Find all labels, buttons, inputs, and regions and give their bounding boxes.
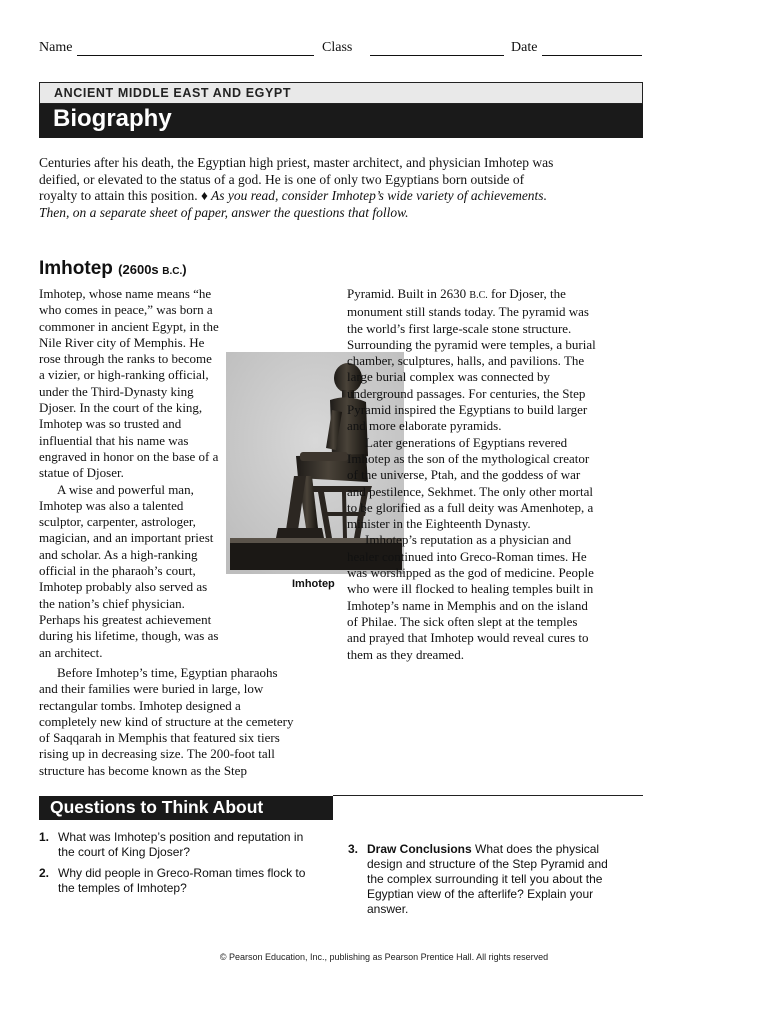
left-column-lower [39, 665, 297, 779]
question-text: What was Imhotep’s position and reputation in the court of King Djoser? [58, 830, 304, 859]
article-paragraph-1: Imhotep, whose name means “he who comes in peace,” was born a commoner in ancient Egypt, in the Nile River city of Memphis. He rose through the ranks to become a vizier, or high-ranking official, under the Third-Dynasty king Djoser. In the court of the king, Imhotep was so trusted and influential that his name was engraved in honor on the base of a statue of Djoser. [39, 286, 219, 481]
question-number: 1. [39, 830, 50, 844]
question-number: 2. [39, 866, 50, 880]
intro-text: Centuries after his death, the Egyptian high priest, master architect, and physician Imhotep was deified, or elevated to the status of a god. He is one of only two Egyptians born outside of royalty to attain this position. [39, 155, 554, 203]
questions-rule [333, 795, 643, 796]
question-body: What does the physical design and structure of the Step Pyramid and the complex surrounding it tell you about the Egyptian view of the afterlife? Explain your answer. [367, 842, 608, 916]
class-label: Class [322, 40, 353, 55]
question-item [39, 830, 309, 860]
article-paragraph-3: Before Imhotep’s time, Egyptian pharaohs and their families were buried in large, low rectangular tombs. Imhotep designed a completely new kind of structure at the cemetery of Saqqarah in Memphis that featured six tiers rising up in decreasing size. The 200-foot tall structure has become known as the Step [39, 665, 294, 778]
article-title [39, 258, 187, 280]
paragraph-4-era: B.C. [469, 290, 488, 301]
questions-heading: Questions to Think About [50, 797, 264, 817]
right-column [347, 286, 597, 663]
article-paragraph-2: A wise and powerful man, Imhotep was also a talented sculptor, carpenter, astrologer, magician, and an important priest and scholar. As a high-ranking official in the pharaoh’s court, Imhotep probably also served as the nation’s chief physician. Perhaps his greatest achievement during his lifetime, though, was as an architect. [39, 481, 219, 660]
date-line [542, 55, 642, 56]
article-name: Imhotep [39, 258, 113, 279]
intro-instruction: As you read, consider Imhotep’s wide variety of achievements. Then, on a separate sheet of paper, answer the questions that follow. [39, 188, 547, 220]
diamond-icon: ♦ [201, 188, 208, 203]
question-text: Why did people in Greco-Roman times flock to the temples of Imhotep? [58, 866, 306, 895]
name-line [77, 55, 314, 56]
section-title: ANCIENT MIDDLE EAST AND EGYPT [54, 86, 292, 100]
article-paragraph-4 [347, 286, 597, 435]
paragraph-4-rest: for Djoser, the monument still stands today. The pyramid was the world’s first large-scale stone structure. Surrounding the pyramid were temples, a burial chamber, sculptures, halls, and pavilions. The large burial complex was connected by underground passages. For centuries, the Step Pyramid inspired the Egyptians to build larger and more elaborate pyramids. [347, 286, 596, 434]
article-paragraph-6: Imhotep’s reputation as a physician and healer continued into Greco-Roman times. He was worshipped as the god of medicine. People who were ill flocked to healing temples built in Imhotep’s name in Memphis and on the island of Philae. The sick often slept at the temples and prayed that Imhotep would reveal cures to them as they dreamed. [347, 532, 594, 662]
paragraph-4-start: Pyramid. Built in 2630 [347, 286, 470, 301]
questions-heading-bar [39, 796, 333, 820]
question-text [367, 842, 624, 917]
title-banner [39, 104, 643, 138]
article-paragraph-5: Later generations of Egyptians revered Imhotep as the son of the mythological creator of the universe, Ptah, and the goddess of war and pestilence, Sekhmet. The only other mortal to be glorified as a full deity was Amenhotep, a minister in the Eighteenth Dynasty. [347, 434, 594, 532]
article-dates-suffix: ) [182, 262, 187, 277]
question-skill: Draw Conclusions [367, 842, 472, 856]
article-dates-era: B.C. [162, 266, 183, 277]
class-line [370, 55, 504, 56]
copyright-footer: © Pearson Education, Inc., publishing as Pearson Prentice Hall. All rights reserved [219, 952, 549, 962]
name-label: Name [39, 40, 73, 55]
question-item [348, 842, 624, 917]
intro-paragraph [39, 155, 559, 221]
question-number: 3. [348, 842, 359, 856]
date-label: Date [511, 40, 538, 55]
photo-caption: Imhotep [292, 578, 335, 590]
section-banner [39, 82, 643, 104]
question-item [39, 866, 309, 896]
article-dates-prefix: (2600s [118, 262, 163, 277]
page-title: Biography [53, 105, 172, 132]
left-column-upper [39, 286, 219, 661]
